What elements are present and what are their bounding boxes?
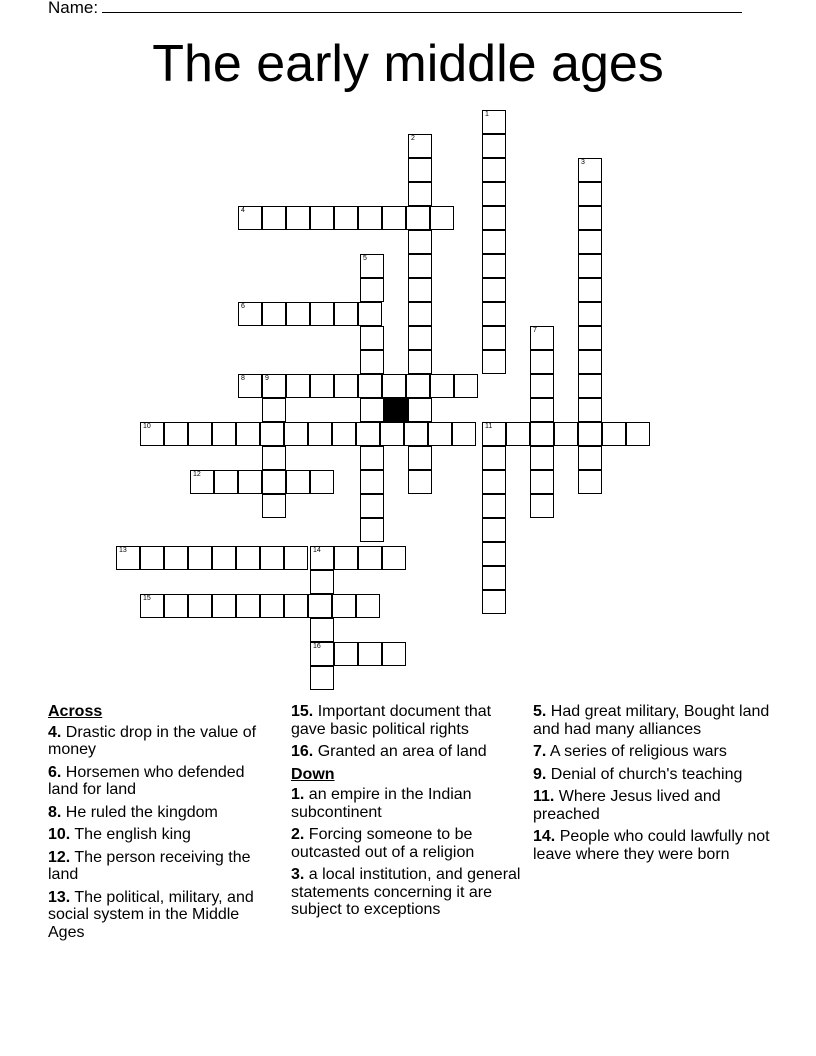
- crossword-cell[interactable]: [358, 206, 382, 230]
- crossword-cell[interactable]: [430, 206, 454, 230]
- clue-column-3: [533, 703, 773, 868]
- crossword-cell[interactable]: [360, 398, 384, 422]
- clue-item: [533, 743, 773, 761]
- crossword-cell[interactable]: [408, 470, 432, 494]
- clue-text: Denial of church's teaching: [546, 765, 743, 783]
- clue-number-label: 14.: [533, 828, 556, 845]
- crossword-cell[interactable]: [602, 422, 626, 446]
- crossword-cell[interactable]: [262, 398, 286, 422]
- clue-number-label: 11.: [533, 788, 555, 805]
- crossword-cell[interactable]: [334, 302, 358, 326]
- crossword-cell[interactable]: [310, 470, 334, 494]
- crossword-cell[interactable]: [428, 422, 452, 446]
- clue-column-1: [48, 703, 273, 946]
- clue-number: 3: [581, 159, 585, 166]
- crossword-cell[interactable]: [406, 206, 430, 230]
- clue-number-label: 7.: [533, 743, 547, 760]
- crossword-cell[interactable]: [578, 422, 602, 446]
- clue-number: 13: [119, 547, 127, 554]
- clue-number: 16: [313, 643, 321, 650]
- crossword-cell[interactable]: [482, 542, 506, 566]
- crossword-cell[interactable]: [578, 206, 602, 230]
- crossword-cell[interactable]: [116, 546, 140, 570]
- crossword-cell[interactable]: [238, 470, 262, 494]
- crossword-cell[interactable]: [482, 206, 506, 230]
- crossword-cell[interactable]: [382, 546, 406, 570]
- crossword-cell[interactable]: [408, 302, 432, 326]
- crossword-cell[interactable]: [260, 594, 284, 618]
- crossword-cell[interactable]: [358, 374, 382, 398]
- clue-number-label: 13.: [48, 888, 71, 906]
- down-heading: Down: [291, 765, 335, 783]
- clue-number: 12: [193, 471, 201, 478]
- crossword-cell[interactable]: [310, 642, 334, 666]
- crossword-cell[interactable]: [482, 350, 506, 374]
- crossword-cell[interactable]: [454, 374, 478, 398]
- crossword-cell[interactable]: [310, 570, 334, 594]
- crossword-cell[interactable]: [286, 302, 310, 326]
- crossword-cell[interactable]: [238, 302, 262, 326]
- crossword-cell[interactable]: [360, 446, 384, 470]
- crossword-cell[interactable]: [332, 594, 356, 618]
- crossword-cell[interactable]: [506, 422, 530, 446]
- crossword-cell[interactable]: [408, 230, 432, 254]
- clue-number-label: 16.: [291, 743, 314, 760]
- crossword-cell[interactable]: [286, 374, 310, 398]
- crossword-cell[interactable]: [188, 594, 212, 618]
- clue-item: [291, 786, 529, 821]
- crossword-cell[interactable]: [308, 594, 332, 618]
- crossword-cell[interactable]: [358, 302, 382, 326]
- clue-number: 15: [143, 595, 151, 602]
- crossword-cell[interactable]: [140, 422, 164, 446]
- crossword-cell[interactable]: [408, 134, 432, 158]
- crossword-cell[interactable]: [408, 350, 432, 374]
- crossword-cell[interactable]: [308, 422, 332, 446]
- crossword-cell[interactable]: [408, 158, 432, 182]
- clue-number: 11: [485, 423, 493, 430]
- crossword-cell[interactable]: [382, 206, 406, 230]
- crossword-cell[interactable]: [238, 374, 262, 398]
- clue-item: [533, 788, 773, 823]
- crossword-cell[interactable]: [238, 206, 262, 230]
- clue-number-label: 8.: [48, 803, 62, 821]
- crossword-cell[interactable]: [360, 518, 384, 542]
- clue-text: Where Jesus lived and preached: [533, 788, 721, 823]
- crossword-cell[interactable]: [554, 422, 578, 446]
- crossword-cell[interactable]: [578, 182, 602, 206]
- clue-number-label: 10.: [48, 826, 71, 843]
- crossword-cell[interactable]: [236, 594, 260, 618]
- crossword-cell[interactable]: [482, 278, 506, 302]
- crossword-cell[interactable]: [262, 206, 286, 230]
- crossword-cell[interactable]: [360, 254, 384, 278]
- crossword-cell[interactable]: [578, 326, 602, 350]
- clue-text: Granted an area of land: [313, 743, 487, 760]
- crossword-cell[interactable]: [452, 422, 476, 446]
- crossword-cell[interactable]: [382, 642, 406, 666]
- clue-text: Horsemen who defended land for land: [48, 763, 245, 798]
- crossword-cell[interactable]: [380, 422, 404, 446]
- crossword-cell[interactable]: [482, 590, 506, 614]
- clue-item: [48, 849, 273, 884]
- crossword-cell[interactable]: [382, 374, 406, 398]
- clue-column-2: [291, 703, 529, 924]
- crossword-cell[interactable]: [578, 446, 602, 470]
- crossword-cell[interactable]: [310, 302, 334, 326]
- name-label: Name:: [48, 0, 99, 17]
- clue-item: [533, 766, 773, 784]
- crossword-cell[interactable]: [164, 422, 188, 446]
- crossword-cell[interactable]: [482, 158, 506, 182]
- crossword-cell[interactable]: [578, 254, 602, 278]
- clue-number: 10: [143, 423, 151, 430]
- clue-item: [48, 889, 273, 942]
- crossword-cell[interactable]: [286, 470, 310, 494]
- crossword-cell[interactable]: [310, 374, 334, 398]
- crossword-cell[interactable]: [334, 206, 358, 230]
- crossword-cell[interactable]: [482, 134, 506, 158]
- crossword-cell[interactable]: [310, 666, 334, 690]
- crossword-cell[interactable]: [482, 254, 506, 278]
- crossword-cell[interactable]: [284, 422, 308, 446]
- crossword-cell[interactable]: [262, 446, 286, 470]
- clue-item: [291, 826, 529, 861]
- crossword-cell[interactable]: [578, 230, 602, 254]
- clue-number: 6: [241, 303, 245, 310]
- crossword-cell[interactable]: [360, 494, 384, 518]
- page-title: The early middle ages: [152, 35, 664, 93]
- clue-number-label: 4.: [48, 723, 62, 741]
- clue-item: [48, 804, 273, 822]
- crossword-cell[interactable]: [310, 206, 334, 230]
- crossword-cell[interactable]: [188, 422, 212, 446]
- crossword-cell[interactable]: [482, 422, 506, 446]
- crossword-cell[interactable]: [482, 446, 506, 470]
- crossword-cell[interactable]: [212, 422, 236, 446]
- clue-item: [533, 703, 773, 738]
- clue-item: [48, 826, 273, 844]
- crossword-cell[interactable]: [214, 470, 238, 494]
- clue-text: A series of religious wars: [546, 743, 727, 760]
- crossword-cell[interactable]: [530, 494, 554, 518]
- clue-number-label: 9.: [533, 765, 547, 783]
- crossword-cell[interactable]: [284, 546, 308, 570]
- clue-number: 2: [411, 135, 415, 142]
- crossword-cell[interactable]: [578, 158, 602, 182]
- crossword-cell[interactable]: [578, 470, 602, 494]
- crossword-cell[interactable]: [360, 278, 384, 302]
- crossword-cell[interactable]: [334, 374, 358, 398]
- clue-text: Important document that gave basic political rights: [291, 703, 492, 738]
- crossword-cell[interactable]: [408, 254, 432, 278]
- crossword-cell[interactable]: [140, 594, 164, 618]
- crossword-cell[interactable]: [530, 470, 554, 494]
- clue-text: an empire in the Indian subcontinent: [291, 786, 472, 821]
- clue-number: 4: [241, 207, 245, 214]
- crossword-cell[interactable]: [356, 594, 380, 618]
- crossword-cell[interactable]: [408, 182, 432, 206]
- crossword-cell[interactable]: [482, 494, 506, 518]
- clue-number: 8: [241, 375, 245, 382]
- clue-number: 5: [363, 255, 367, 262]
- crossword-cell[interactable]: [578, 350, 602, 374]
- clue-text: People who could lawfully not leave where they were born: [533, 828, 770, 863]
- clue-number: 7: [533, 327, 537, 334]
- crossword-cell[interactable]: [358, 642, 382, 666]
- crossword-cell[interactable]: [332, 422, 356, 446]
- crossword-cell[interactable]: [482, 566, 506, 590]
- clue-item: [291, 866, 529, 919]
- clue-number-label: 1.: [291, 786, 305, 803]
- clue-text: The political, military, and social system in the Middle Ages: [48, 888, 254, 941]
- crossword-cell[interactable]: [262, 470, 286, 494]
- crossword-cell[interactable]: [482, 182, 506, 206]
- crossword-cell[interactable]: [430, 374, 454, 398]
- clue-text: The english king: [70, 826, 191, 843]
- crossword-cell[interactable]: [140, 546, 164, 570]
- crossword-cell[interactable]: [530, 398, 554, 422]
- crossword-cell[interactable]: [310, 618, 334, 642]
- clue-number-label: 5.: [533, 703, 547, 720]
- crossword-cell[interactable]: [284, 594, 308, 618]
- crossword-cell[interactable]: [262, 302, 286, 326]
- crossword-cell[interactable]: [404, 422, 428, 446]
- clue-number-label: 15.: [291, 703, 314, 720]
- clue-text: The person receiving the land: [48, 848, 251, 883]
- crossword-cell[interactable]: [482, 518, 506, 542]
- crossword-cell[interactable]: [286, 206, 310, 230]
- crossword-cell[interactable]: [164, 546, 188, 570]
- clue-text: Forcing someone to be outcasted out of a religion: [291, 826, 475, 861]
- clue-item: [291, 703, 529, 738]
- crossword-cell[interactable]: [260, 422, 284, 446]
- crossword-cell[interactable]: [530, 446, 554, 470]
- crossword-cell[interactable]: [406, 374, 430, 398]
- clue-item: [291, 743, 529, 761]
- crossword-cell[interactable]: [482, 326, 506, 350]
- clue-text: a local institution, and general statements concerning it are subject to exceptions: [291, 866, 521, 918]
- crossword-cell[interactable]: [530, 326, 554, 350]
- crossword-cell[interactable]: [262, 494, 286, 518]
- crossword-cell[interactable]: [356, 422, 380, 446]
- crossword-cell[interactable]: [360, 326, 384, 350]
- crossword-cell[interactable]: [236, 546, 260, 570]
- crossword-cell[interactable]: [408, 446, 432, 470]
- crossword-cell[interactable]: [578, 398, 602, 422]
- clue-item: [48, 764, 273, 799]
- clue-text: Drastic drop in the value of money: [48, 723, 257, 758]
- clue-item: [533, 828, 773, 863]
- crossword-cell[interactable]: [212, 546, 236, 570]
- crossword-cell[interactable]: [578, 278, 602, 302]
- crossword-cell[interactable]: [190, 470, 214, 494]
- across-heading: Across: [48, 703, 103, 720]
- crossword-cell[interactable]: [578, 374, 602, 398]
- crossword-cell[interactable]: [310, 546, 334, 570]
- crossword-cell[interactable]: [408, 326, 432, 350]
- crossword-cell[interactable]: [482, 230, 506, 254]
- crossword-cell[interactable]: [530, 350, 554, 374]
- black-square: [384, 398, 408, 422]
- crossword-cell[interactable]: [482, 470, 506, 494]
- crossword-cell[interactable]: [212, 594, 236, 618]
- crossword-cell[interactable]: [358, 546, 382, 570]
- crossword-cell[interactable]: [334, 546, 358, 570]
- crossword-cell[interactable]: [164, 594, 188, 618]
- crossword-cell[interactable]: [530, 374, 554, 398]
- crossword-cell[interactable]: [408, 398, 432, 422]
- crossword-cell[interactable]: [578, 302, 602, 326]
- crossword-cell[interactable]: [188, 546, 212, 570]
- clue-number-label: 2.: [291, 826, 305, 843]
- clue-number: 1: [485, 111, 489, 118]
- crossword-cell[interactable]: [260, 546, 284, 570]
- crossword-cell[interactable]: [360, 470, 384, 494]
- clue-number: 14: [313, 547, 321, 554]
- crossword-cell[interactable]: [482, 110, 506, 134]
- crossword-cell[interactable]: [360, 350, 384, 374]
- clue-item: [48, 724, 273, 759]
- crossword-cell[interactable]: [626, 422, 650, 446]
- clue-text: He ruled the kingdom: [61, 803, 218, 821]
- clue-number-label: 6.: [48, 763, 62, 781]
- clue-text: Had great military, Bought land and had many alliances: [533, 703, 770, 738]
- clue-number: 9: [265, 375, 269, 382]
- crossword-cell[interactable]: [262, 374, 286, 398]
- crossword-cell[interactable]: [482, 302, 506, 326]
- crossword-cell[interactable]: [408, 278, 432, 302]
- crossword-cell[interactable]: [334, 642, 358, 666]
- clue-number-label: 12.: [48, 848, 71, 866]
- crossword-cell[interactable]: [236, 422, 260, 446]
- crossword-cell[interactable]: [530, 422, 554, 446]
- clue-number-label: 3.: [291, 866, 305, 883]
